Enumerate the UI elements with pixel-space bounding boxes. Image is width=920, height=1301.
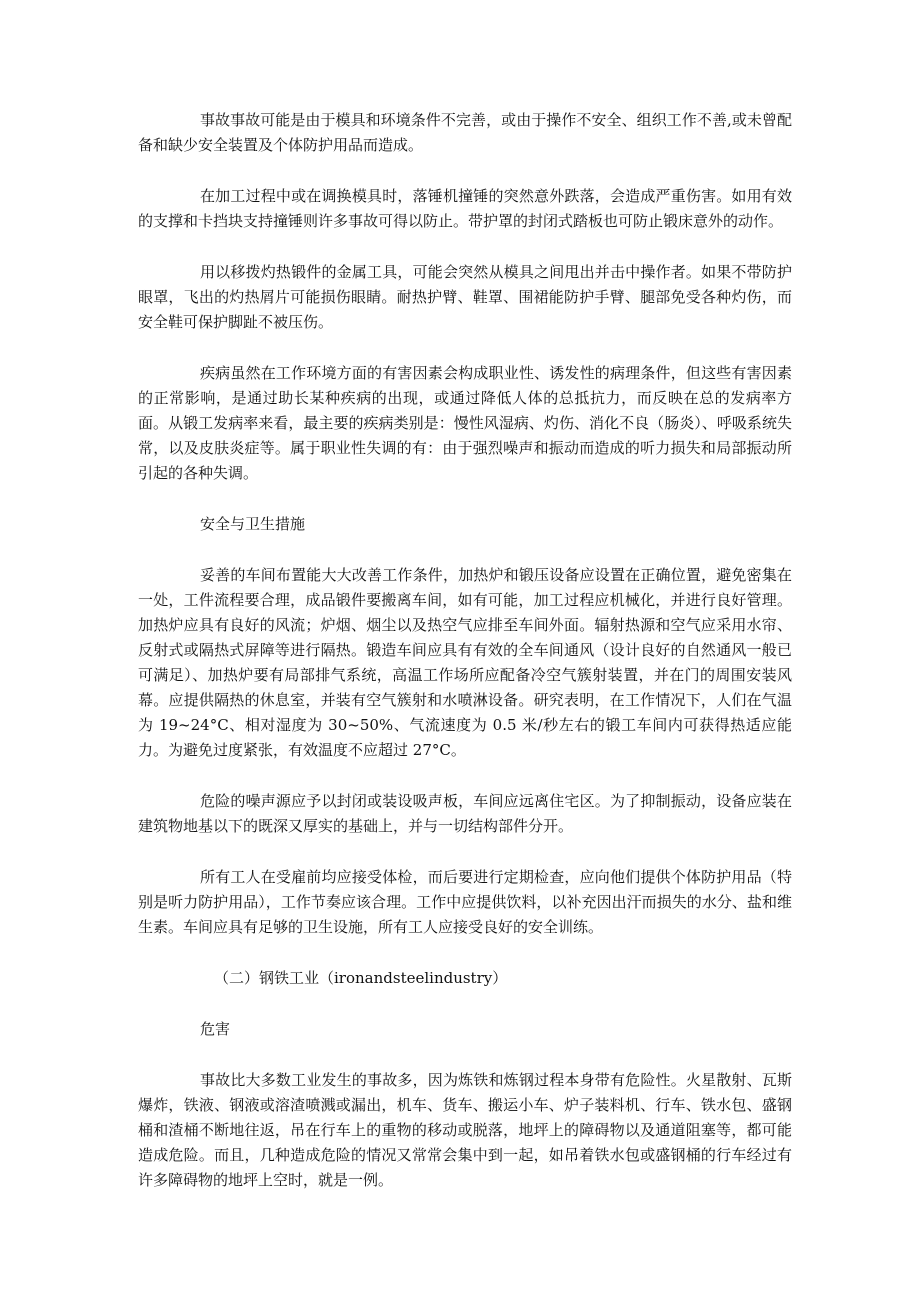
paragraph-hammer-falls: 在加工过程中或在调换模具时，落锤机撞锤的突然意外跌落，会造成严重伤害。如用有效的支撑和卡挡块支持撞锤则许多事故可得以防止。带护罩的封闭式踏板也可防止锻床意外的动作。 xyxy=(138,187,792,230)
paragraph-diseases: 疾病虽然在工作环境方面的有害因素会构成职业性、诱发性的病理条件，但这些有害因素的正常影响，是通过助长某种疾病的出现，或通过降低人体的总抵抗力，而反映在总的发病率方面。从锻工发病率来看，最主要的疾病类别是：慢性风湿病、灼伤、消化不良（肠炎）、呼吸系统失常，以及皮肤炎症等。属于职业性失调的有：由于强烈噪声和振动而造成的听力损失和局部振动所引起的各种失调。 xyxy=(138,364,792,482)
section-heading-safety-measures: 安全与卫生措施 xyxy=(200,515,306,533)
paragraph-worker-health: 所有工人在受雇前均应接受体检，而后要进行定期检查，应向他们提供个体防护用品（特别是听力防护用品），工作节奏应该合理。工作中应提供饮料，以补充因出汗而损失的水分、盐和维生素。车间应具有足够的卫生设施，所有工人应接受良好的安全训练。 xyxy=(138,868,792,936)
paragraph-workshop-layout: 妥善的车间布置能大大改善工作条件，加热炉和锻压设备应设置在正确位置，避免密集在一处，工件流程要合理，成品锻件要搬离车间，如有可能，加工过程应机械化，并进行良好管理。加热炉应具有良好的风流；炉烟、烟尘以及热空气应排至车间外面。辐射热源和空气应采用水帘、反射式或隔热式屏障等进行隔热。锻造车间应具有有效的全车间通风（设计良好的自然通风一般已可满足）、加热炉要有局部排气系统，高温工作场所应配备冷空气簇射装置，并在门的周围安装风幕。应提供隔热的休息室，并装有空气簇射和水喷淋设备。研究表明，在工作情况下，人们在气温为 19~24°C、相对湿度为 30~50%、气流速度为 0.5 米/秒左右的锻工车间内可获得热适应能力。为避免过度紧张，有效温度不应超过 27°C。 xyxy=(138,566,792,759)
section-heading-iron-steel: （二）钢铁工业（ironandsteelindustry） xyxy=(214,969,508,987)
paragraph-steel-accidents: 事故比大多数工业发生的事故多，因为炼铁和炼钢过程本身带有危险性。火星散射、瓦斯爆炸，铁液、钢液或溶渣喷溅或漏出，机车、货车、搬运小车、炉子装料机、行车、铁水包、盛钢桶和渣桶不断地往返，吊在行车上的重物的移动或脱落，地坪上的障碍物以及通道阻塞等，都可能造成危险。而且，几种造成危险的情况又常常会集中到一起，如吊着铁水包或盛钢桶的行车经过有许多障碍物的地坪上空时，就是一例。 xyxy=(138,1071,792,1189)
paragraph-noise-vibration: 危险的噪声源应予以封闭或装设吸声板，车间应远离住宅区。为了抑制振动，设备应装在建筑物地基以下的既深又厚实的基础上，并与一切结构部件分开。 xyxy=(138,792,792,835)
paragraph-hot-forgings: 用以移拨灼热锻件的金属工具，可能会突然从模具之间甩出并击中操作者。如果不带防护眼罩，飞出的灼热屑片可能损伤眼睛。耐热护臂、鞋罩、围裙能防护手臂、腿部免受各种灼伤，而安全鞋可保护脚趾不被压伤。 xyxy=(138,263,792,331)
document-page xyxy=(138,108,792,1219)
section-heading-hazards: 危害 xyxy=(200,1020,231,1038)
paragraph-accident-causes: 事故事故可能是由于模具和环境条件不完善，或由于操作不安全、组织工作不善,或未曾配备和缺少安全装置及个体防护用品而造成。 xyxy=(138,111,792,154)
